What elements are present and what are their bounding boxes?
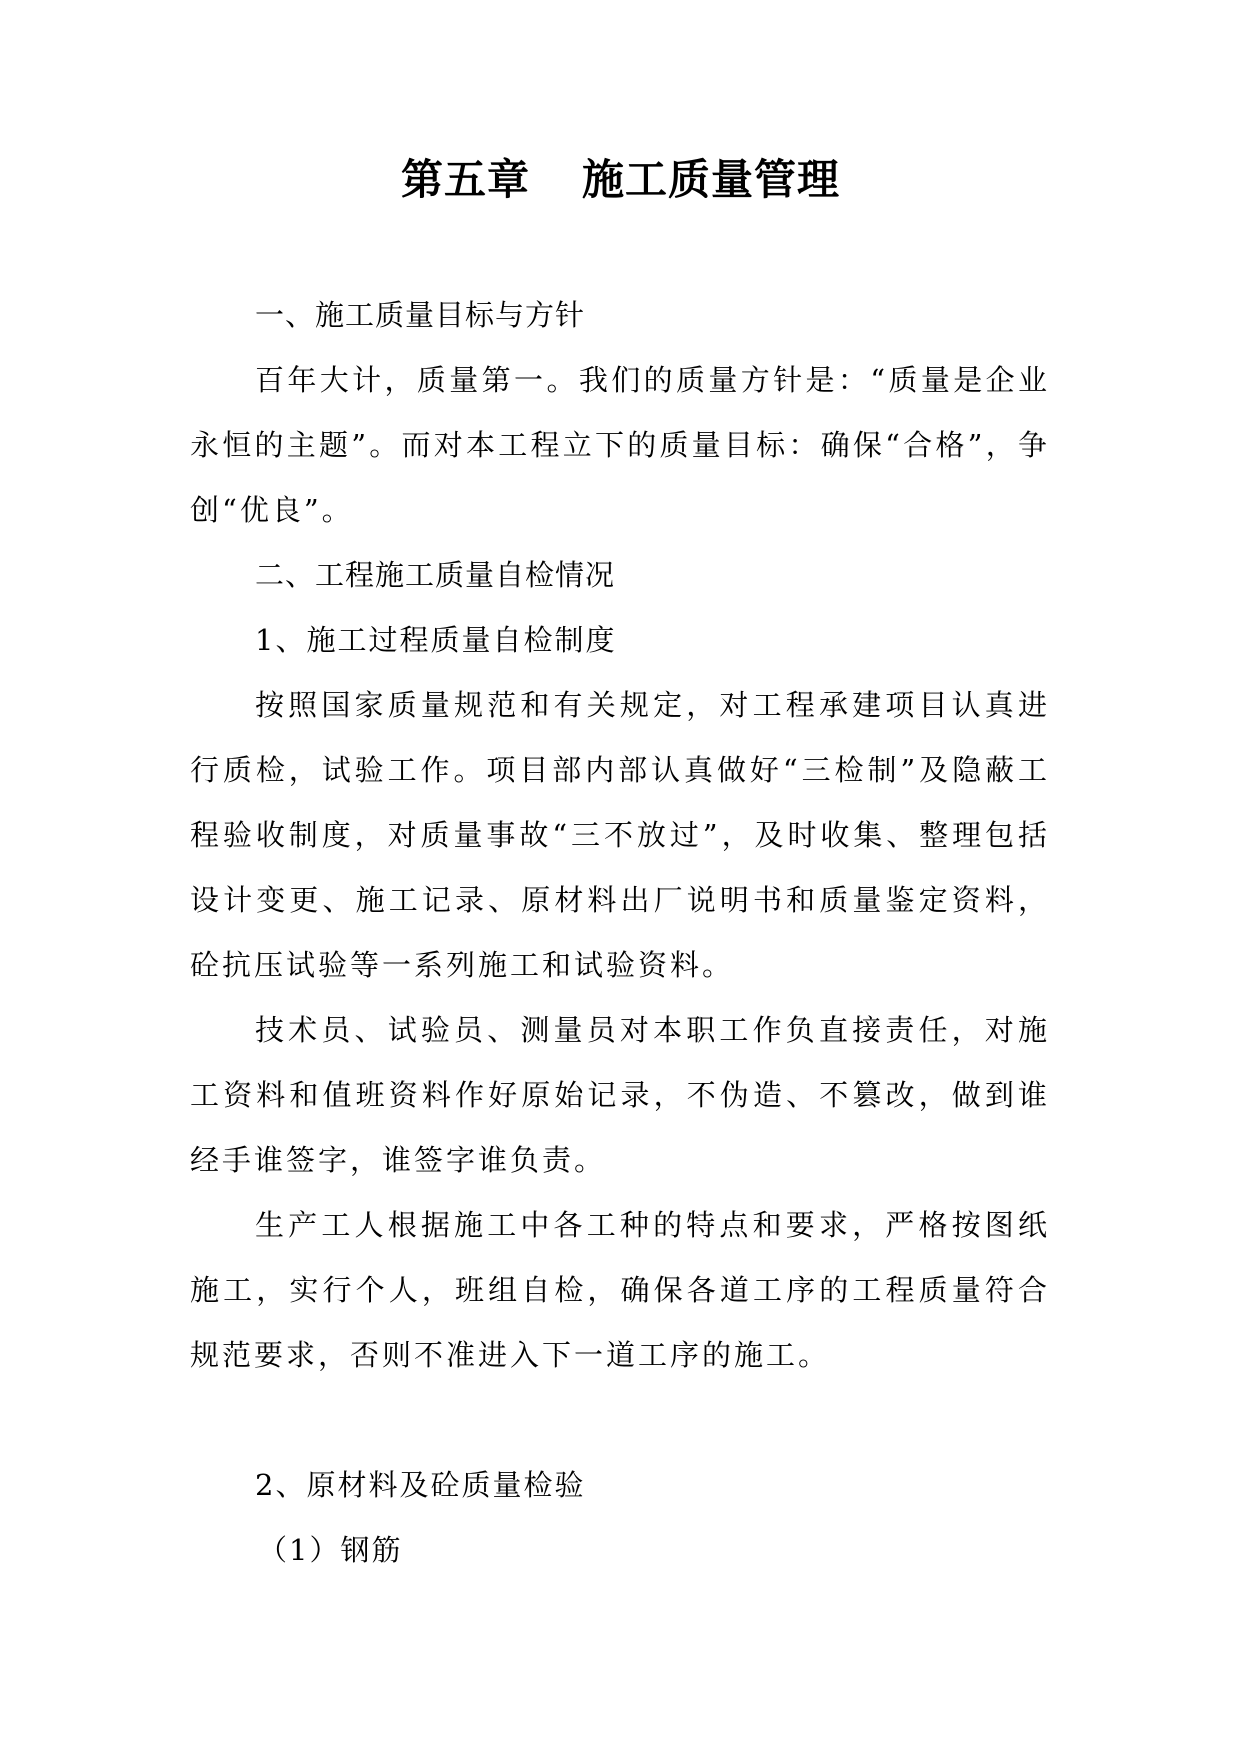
subsection1-paragraph-3: 生产工人根据施工中各工种的特点和要求，严格按图纸施工，实行个人，班组自检，确保各道工序的工程质量符合规范要求，否则不准进入下一道工序的施工。 — [190, 1208, 1050, 1372]
subsection1-paragraph-1: 按照国家质量规范和有关规定，对工程承建项目认真进行质检，试验工作。项目部内部认真做好“三检制”及隐蔽工程验收制度，对质量事故“三不放过”，及时收集、整理包括设计变更、施工记录、原材料出厂说明书和质量鉴定资料，砼抗压试验等一系列施工和试验资料。 — [190, 688, 1050, 982]
chapter-number: 第五章 — [400, 155, 530, 204]
chapter-name: 施工质量管理 — [582, 155, 841, 204]
subsection-heading-1: 1、施工过程质量自检制度 — [255, 623, 617, 657]
chapter-title — [0, 150, 1241, 210]
subsection-heading-2: 2、原材料及砼质量检验 — [255, 1468, 586, 1502]
section-heading-2: 二、工程施工质量自检情况 — [255, 558, 616, 592]
subsection1-paragraph-2: 技术员、试验员、测量员对本职工作负直接责任，对施工资料和值班资料作好原始记录，不伪造、不篡改，做到谁经手谁签字，谁签字谁负责。 — [190, 1013, 1050, 1177]
list-item-steel: （1）钢筋 — [258, 1533, 403, 1567]
section1-paragraph: 百年大计，质量第一。我们的质量方针是：“质量是企业永恒的主题”。而对本工程立下的质量目标：确保“合格”，争创“优良”。 — [190, 363, 1050, 527]
section-heading-1: 一、施工质量目标与方针 — [255, 298, 586, 332]
document-body — [190, 283, 1050, 1583]
blank-line — [190, 1388, 1050, 1453]
